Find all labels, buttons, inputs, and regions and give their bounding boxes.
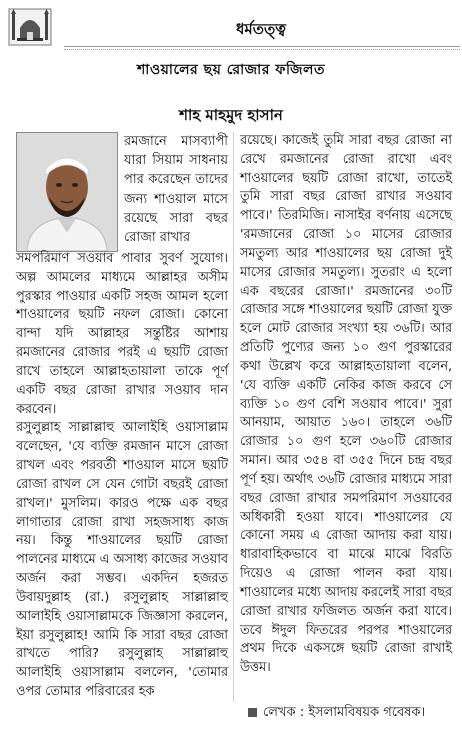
article-paragraph: রয়েছে। কাজেই তুমি সারা বছর রোজা না রেখে রমজানের রোজা রাখো এবং শাওয়ালের ছয়টি রোজা রাখো, তাতেই তুমি সারা বছর রোজা রাখার সওয়াব পাবে।' তিরমিজি। নাসাইর বর্ণনায় এসেছে 'রমজানের রোজা ১০ মাসের রোজার সমতুল্য আর শাওয়ালের ছয় রোজা দুই মাসের রোজার সমতুল্য। সুতরাং এ হলো এক বছরের রোজা।' রমজানের ৩০টি রোজার সঙ্গে শাওয়ালের ছয়টি রোজা যুক্ত হলে মোট রোজার সংখ্যা হয় ৩৬টি। আর প্রতিটি পুণ্যের জন্য ১০ গুণ পুরস্কারের কথা উল্লেখ করে আল্লাহতায়ালা বলেন, 'যে ব্যক্তি একটি নেকির কাজ করবে সে ব্যক্তি ১০ গুণ বেশি সওয়াব পাবে।' সুরা আনয়াম, আয়াত ১৬০। তাহলে ৩৬টি রোজার ১০ গুণ হলে ৩৬০টি রোজার সমান। আর ৩৫৪ বা ৩৫৫ দিনে চন্দ্র বছর পূর্ণ হয়। অর্থাৎ ৩৬টি রোজার মাধ্যমে সারা বছর রোজা রাখার সমপরিমাণ সওয়াবের অধিকারী হওয়া যাবে। শাওয়ালের যে কোনো সময় এ রোজা আদায় করা যায়। ধারাবাহিকভাবে বা মাঝে মাঝে বিরতি দিয়েও এ রোজা পালন করা যায়। শাওয়ালের মধ্যে আদায় করলেই সারা বছর রোজা রাখার ফজিলত অর্জন করা যাবে। তবে ঈদুল ফিতরের পরপর শাওয়ালের প্রথম দিকে একসঙ্গে ছয়টি রোজা রাখাই উত্তম।: [240, 133, 452, 676]
mosque-icon: [8, 8, 52, 46]
author-note-text: লেখক : ইসলামবিষয়ক গবেষক।: [263, 705, 426, 720]
author-note: [248, 703, 425, 724]
section-rule: [64, 46, 460, 47]
article-column-right: [240, 132, 452, 678]
article-paragraph: রমজানে মাসব্যাপী যারা সিয়াম সাধনায় পার করেছেন তাদের জন্য শাওয়াল মাসে রয়েছে সারা বছর রোজা রাখার: [124, 134, 228, 246]
article-column-left-top: [124, 132, 228, 247]
section-header: [8, 8, 454, 48]
author-portrait-icon: [17, 133, 117, 251]
column-divider: [233, 132, 234, 702]
section-dotted-rule: [64, 49, 460, 50]
article-column-left: [16, 250, 228, 702]
article-paragraph: রসুলুল্লাহ সাল্লাল্লাহু আলাইহি ওয়াসাল্লাম বলেছেন, 'যে ব্যক্তি রমজান মাসে রোজা রাখল এবং পরবর্তী শাওয়াল মাসে ছয়টি রোজা রাখল সে যেন গোটা বছরই রোজা রাখল।' মুসলিম। কারও পক্ষে এক বছর লাগাতার রোজা রাখা সহজসাধ্য কাজ নয়। কিন্তু শাওয়ালের ছয়টি রোজা পালনের মাধ্যমে এ অসাধ্য কাজের সওয়াব অর্জন করা সম্ভব। একদিন হজরত উবায়দুল্লাহ (রা.) রসুলুল্লাহ সাল্লাল্লাহু আলাইহি ওয়াসাল্লামকে জিজ্ঞাসা করলেন, ইয়া রসুলুল্লাহ! আমি কি সারা বছর রোজা রাখতে পারি? রসুলুল্লাহ সাল্লাল্লাহু আলাইহি ওয়াসাল্লাম বললেন, 'তোমার ওপর তোমার পরিবারের হক: [16, 420, 228, 700]
article-byline: শাহ মাহমুদ হাসান: [179, 106, 283, 124]
article-headline: শাওয়ালের ছয় রোজার ফজিলত: [137, 62, 325, 78]
bullet-square-icon: [248, 708, 257, 717]
author-photo: [16, 132, 118, 252]
section-label: ধর্মতত্ত্ব: [236, 20, 286, 38]
article-paragraph: সমপরিমাণ সওয়াব পাবার সুবর্ণ সুযোগ। অল্প আমলের মাধ্যমে আল্লাহর অসীম পুরস্কার পাওয়ার একটি সহজ আমল হলো শাওয়ালের ছয়টি নফল রোজা। কোনো বান্দা যদি আল্লাহর সন্তুষ্টির আশায় রমজানের রোজার পরই এ ছয়টি রোজা রাখে তাহলে আল্লাহতায়ালা তাকে পূর্ণ একটি বছর রোজা রাখার সওয়াব দান করবেন।: [16, 251, 228, 417]
